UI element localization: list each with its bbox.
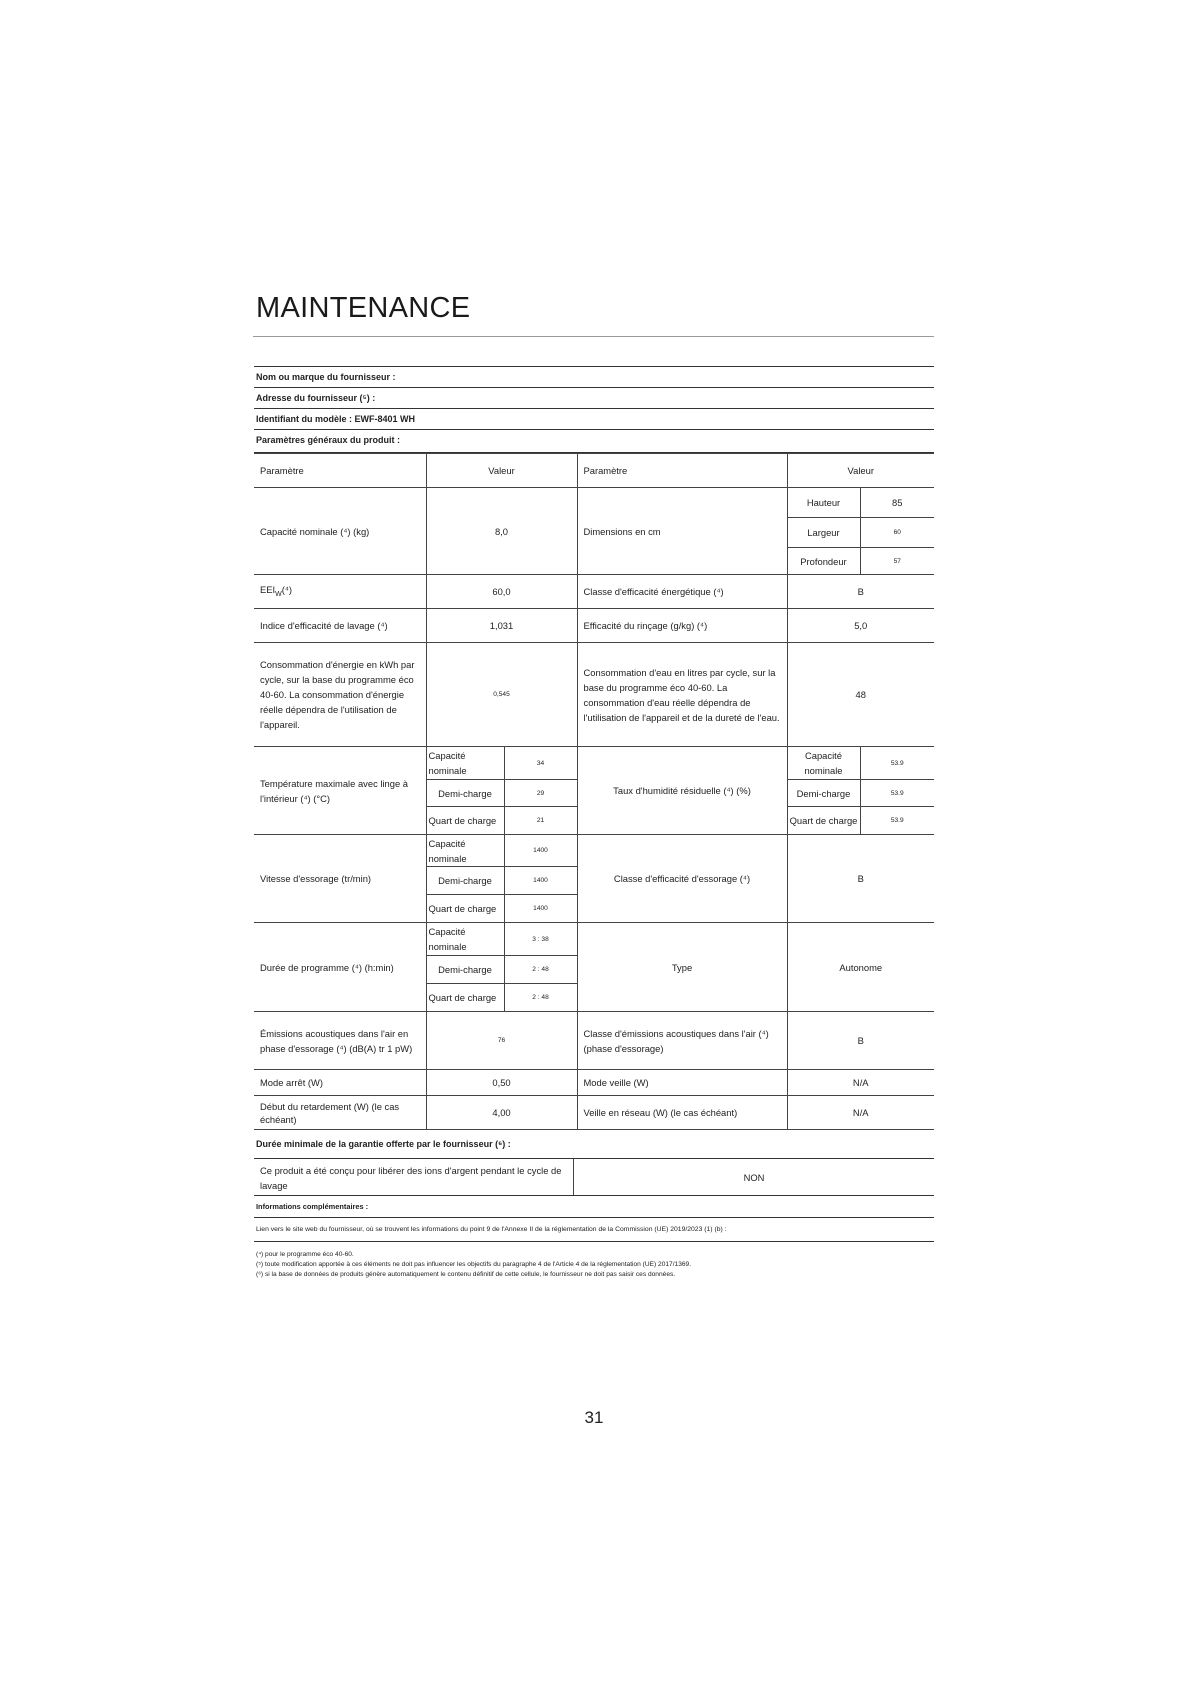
moisture-half-label: Demi-charge xyxy=(787,780,860,807)
model-identifier-row: Identifiant du modèle : EWF-8401 WH xyxy=(254,409,934,430)
silver-ions-row xyxy=(254,1159,934,1196)
spin-speed-label: Vitesse d'essorage (tr/min) xyxy=(254,835,426,923)
standby-mode-value: N/A xyxy=(787,1070,934,1096)
duration-quarter-label: Quart de charge xyxy=(426,984,504,1012)
page-title: MAINTENANCE xyxy=(256,292,471,324)
off-mode-value: 0,50 xyxy=(426,1070,577,1096)
noise-class-value: B xyxy=(787,1012,934,1070)
spin-quarter-value: 1400 xyxy=(504,895,577,923)
table-row xyxy=(254,575,934,609)
temp-half-value: 29 xyxy=(504,780,577,807)
moisture-full-label: Capacité nominale xyxy=(787,747,860,780)
temp-quarter-label: Quart de charge xyxy=(426,807,504,835)
width-label: Largeur xyxy=(787,518,860,548)
rinse-efficiency-label: Efficacité du rinçage (g/kg) (⁴) xyxy=(577,609,787,643)
eei-label: $EEI_W(^4)$ xyxy=(254,575,426,609)
rinse-efficiency-value: 5,0 xyxy=(787,609,934,643)
energy-class-label: Classe d'efficacité énergétique (⁴) xyxy=(577,575,787,609)
title-divider xyxy=(253,336,934,337)
delay-start-label: Début du retardement (W) (le cas échéant) xyxy=(254,1096,426,1130)
dimensions-label: Dimensions en cm xyxy=(577,488,787,575)
energy-consumption-value: 0,545 xyxy=(426,643,577,747)
depth-value: 57 xyxy=(860,548,934,575)
header-value-2: Valeur xyxy=(787,454,934,488)
noise-emission-value: 76 xyxy=(426,1012,577,1070)
table-row xyxy=(254,747,934,780)
additional-info-heading: Informations complémentaires : xyxy=(254,1196,934,1218)
noise-class-label: Classe d'émissions acoustiques dans l'air (⁴) (phase d'essorage) xyxy=(577,1012,787,1070)
residual-moisture-label: Taux d'humidité résiduelle (⁴) (%) xyxy=(577,747,787,835)
table-row xyxy=(254,835,934,867)
noise-emission-label: Émissions acoustiques dans l'air en phase d'essorage (⁴) (dB(A) tr 1 pW) xyxy=(254,1012,426,1070)
table-row xyxy=(254,923,934,956)
duration-full-value: 3 : 38 xyxy=(504,923,577,956)
silver-ions-value: NON xyxy=(743,1171,765,1183)
water-consumption-value: 48 xyxy=(787,643,934,747)
footnotes xyxy=(254,1250,934,1280)
temp-quarter-value: 21 xyxy=(504,807,577,835)
silver-ions-label: Ce produit a été conçu pour libérer des ions d'argent pendant le cycle de lavage xyxy=(254,1159,574,1195)
spin-full-value: 1400 xyxy=(504,835,577,867)
table-row xyxy=(254,1096,934,1130)
temp-half-label: Demi-charge xyxy=(426,780,504,807)
off-mode-label: Mode arrêt (W) xyxy=(254,1070,426,1096)
duration-full-label: Capacité nominale xyxy=(426,923,504,956)
spin-class-value: B xyxy=(787,835,934,923)
table-header-row xyxy=(254,454,934,488)
duration-half-value: 2 : 48 xyxy=(504,956,577,984)
header-parameter: Paramètre xyxy=(254,454,426,488)
moisture-quarter-value: 53.9 xyxy=(860,807,934,835)
supplier-name-row: Nom ou marque du fournisseur : xyxy=(254,366,934,388)
spin-class-label: Classe d'efficacité d'essorage (⁴) xyxy=(577,835,787,923)
energy-consumption-label: Consommation d'énergie en kWh par cycle, sur la base du programme éco 40-60. La consommation d'énergie réelle dépendra de l'utilisation de l'appareil. xyxy=(254,643,426,747)
header-parameter-2: Paramètre xyxy=(577,454,787,488)
height-label: Hauteur xyxy=(787,488,860,518)
max-temperature-label: Température maximale avec linge à l'intérieur (⁴) (°C) xyxy=(254,747,426,835)
table-row xyxy=(254,609,934,643)
product-information-sheet xyxy=(254,366,934,1280)
capacity-value: 8,0 xyxy=(426,488,577,575)
wash-index-value: 1,031 xyxy=(426,609,577,643)
height-value: 85 xyxy=(860,488,934,518)
supplier-address-row: Adresse du fournisseur (⁵) : xyxy=(254,388,934,409)
table-row xyxy=(254,643,934,747)
spin-half-label: Demi-charge xyxy=(426,867,504,895)
page-number: 31 xyxy=(584,1408,604,1427)
capacity-label: Capacité nominale (⁴) (kg) xyxy=(254,488,426,575)
wash-index-label: Indice d'efficacité de lavage (⁴) xyxy=(254,609,426,643)
temp-full-label: Capacité nominale xyxy=(426,747,504,780)
delay-start-value: 4,00 xyxy=(426,1096,577,1130)
warranty-row: Durée minimale de la garantie offerte par le fournisseur (⁶) : xyxy=(254,1130,934,1159)
type-label: Type xyxy=(577,923,787,1012)
spin-half-value: 1400 xyxy=(504,867,577,895)
network-standby-value: N/A xyxy=(787,1096,934,1130)
table-row xyxy=(254,1012,934,1070)
moisture-quarter-label: Quart de charge xyxy=(787,807,860,835)
standby-mode-label: Mode veille (W) xyxy=(577,1070,787,1096)
eei-value: 60,0 xyxy=(426,575,577,609)
duration-quarter-value: 2 : 48 xyxy=(504,984,577,1012)
supplier-website-row: Lien vers le site web du fournisseur, où se trouvent les informations du point 9 de l'Annexe II de la réglementation de la Commission (UE) 2019/2023 (1) (b) : xyxy=(254,1218,934,1242)
energy-class-value: B xyxy=(787,575,934,609)
network-standby-label: Veille en réseau (W) (le cas échéant) xyxy=(577,1096,787,1130)
depth-label: Profondeur xyxy=(787,548,860,575)
width-value: 60 xyxy=(860,518,934,548)
temp-full-value: 34 xyxy=(504,747,577,780)
spin-quarter-label: Quart de charge xyxy=(426,895,504,923)
table-row xyxy=(254,1070,934,1096)
moisture-full-value: 53.9 xyxy=(860,747,934,780)
footnote-4: (⁴) pour le programme éco 40-60. xyxy=(256,1251,354,1258)
type-value: Autonome xyxy=(787,923,934,1012)
general-parameters-row: Paramètres généraux du produit : xyxy=(254,430,934,453)
footnote-5: (⁵) toute modification apportée à ces éléments ne doit pas influencer les objectifs du paragraphe 4 de l'Article 4 de la réglementation (UE) 2017/1369. xyxy=(256,1261,692,1268)
water-consumption-label: Consommation d'eau en litres par cycle, sur la base du programme éco 40-60. La consommation d'eau réelle dépendra de l'utilisation de l'appareil et de la dureté de l'eau. xyxy=(577,643,787,747)
parameters-table xyxy=(254,453,934,1130)
table-row xyxy=(254,488,934,518)
footnote-6: (⁶) si la base de données de produits génère automatiquement le contenu définitif de cette cellule, le fournisseur ne doit pas saisir ces données. xyxy=(256,1271,676,1278)
duration-half-label: Demi-charge xyxy=(426,956,504,984)
program-duration-label: Durée de programme (⁴) (h:min) xyxy=(254,923,426,1012)
header-value: Valeur xyxy=(426,454,577,488)
moisture-half-value: 53.9 xyxy=(860,780,934,807)
spin-full-label: Capacité nominale xyxy=(426,835,504,867)
